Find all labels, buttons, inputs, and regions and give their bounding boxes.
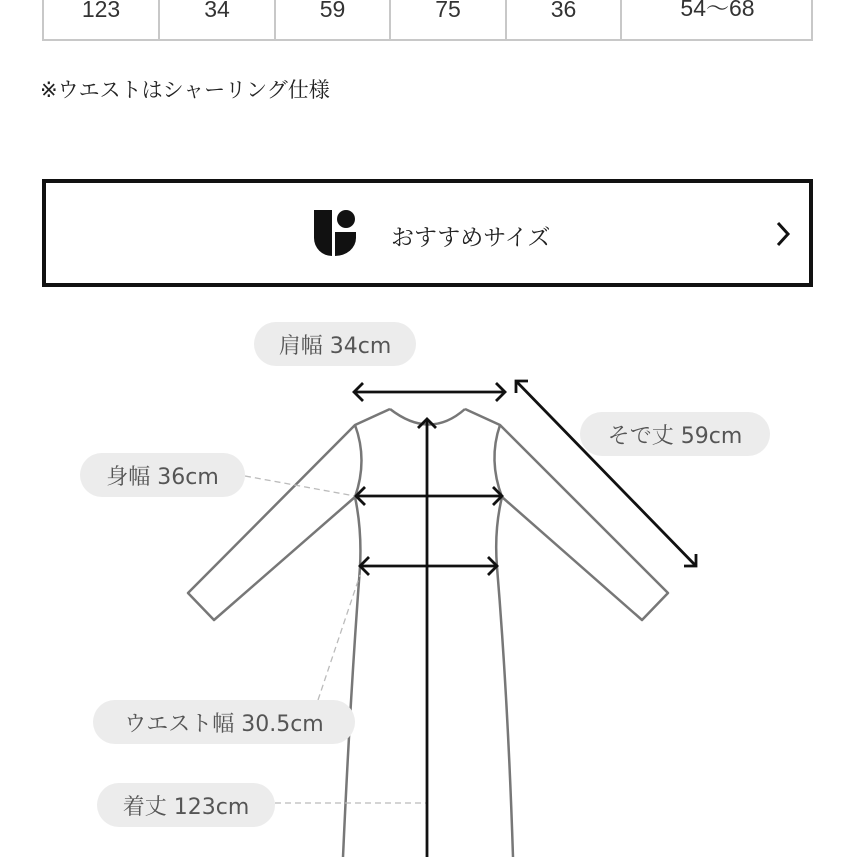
waist-width-label: ウエスト幅 30.5cm — [93, 700, 355, 744]
table-cell: 54〜68 — [680, 0, 755, 21]
table-cell: 34 — [160, 0, 276, 39]
recommended-size-label: おすすめサイズ — [391, 225, 551, 251]
table-cell: 59 — [276, 0, 391, 39]
sleeve-arrow — [516, 381, 696, 566]
table-cell: 123 — [44, 0, 160, 39]
sleeve-length-label: そで丈 59cm — [580, 412, 770, 456]
table-cell: 36 — [507, 0, 622, 39]
shoulder-width-label: 肩幅 34cm — [254, 322, 416, 366]
waist-arrow — [360, 557, 497, 575]
bust-arrow — [356, 487, 502, 505]
waist-note: ※ウエストはシャーリング仕様 — [40, 78, 330, 102]
leader-lines — [245, 476, 427, 803]
table-cell: 75 — [391, 0, 507, 39]
body-width-label: 身幅 36cm — [80, 453, 245, 497]
shoulder-arrow — [354, 383, 505, 401]
total-length-label: 着丈 123cm — [97, 783, 275, 827]
length-arrow — [418, 419, 436, 857]
